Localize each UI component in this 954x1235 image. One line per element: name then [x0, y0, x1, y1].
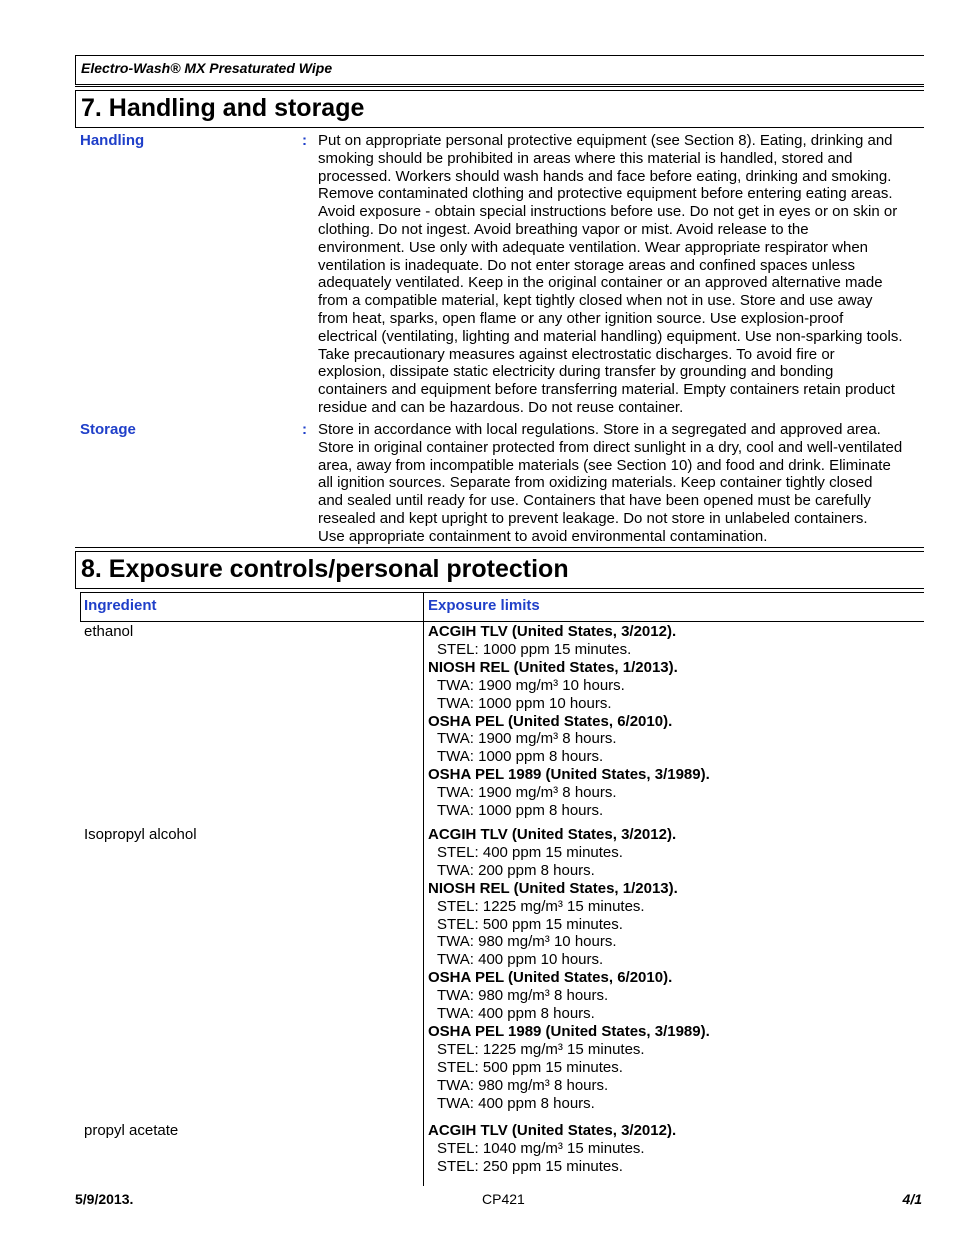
table-row-ingredient: ethanol	[84, 623, 134, 640]
product-name-header: Electro-Wash® MX Presaturated Wipe	[75, 55, 924, 85]
storage-text: Store in accordance with local regulations. Store in a segregated and approved area. Store in original container protected from direct sunlight in a dry, cool and well-ventilated area, away from incompatible materials (see Section 10) and food and drink. Eliminate all ignition sources. Separate from oxidizing materials. Keep container tightly closed and sealed until ready for use. Containers that have been opened must be carefully resealed and kept upright to prevent leakage. Do not store in unlabeled containers. Use appropriate containment to avoid environmental contamination.	[318, 421, 903, 545]
limit-value: TWA: 1000 ppm 8 hours.	[437, 748, 604, 766]
limit-source: ACGIH TLV (United States, 3/2012).	[428, 623, 677, 640]
limit-source: ACGIH TLV (United States, 3/2012).	[428, 826, 677, 843]
section-7-title: 7. Handling and storage	[75, 90, 924, 128]
limit-source: NIOSH REL (United States, 1/2013).	[428, 879, 678, 897]
limit-value: STEL: 400 ppm 15 minutes.	[437, 843, 623, 861]
table-row-limits	[428, 826, 928, 1113]
limit-value: TWA: 1900 mg/m³ 8 hours.	[437, 730, 617, 748]
limit-value: TWA: 1000 ppm 8 hours.	[437, 802, 604, 820]
limit-value: TWA: 980 mg/m³ 8 hours.	[437, 1076, 609, 1094]
limit-value: TWA: 1900 mg/m³ 8 hours.	[437, 784, 617, 802]
table-column-divider	[423, 592, 424, 1186]
handling-text: Put on appropriate personal protective equipment (see Section 8). Eating, drinking and smoking should be prohibited in areas where this material is handled, stored and processed. Workers should wash hands and face before eating, drinking and smoking. Remove contaminated clothing and protective equipment before entering eating areas. Avoid exposure - obtain special instructions before use. Do not get in eyes or on skin or clothing. Do not ingest. Avoid breathing vapor or mist. Avoid release to the environment. Use only with adequate ventilation. Wear appropriate respirator when ventilation is inadequate. Do not enter storage areas and confined spaces unless adequately ventilated. Keep in the original container or an approved alternative made from a compatible material, kept tightly closed when not in use. Store and use away from heat, sparks, open flame or any other ignition source. Use explosion-proof electrical (ventilating, lighting and material handling) equipment. Use non-sparking tools. Take precautionary measures against electrostatic discharges. To avoid fire or explosion, dissipate static electricity during transfer by grounding and bonding containers and equipment before transferring material. Empty containers retain product residue and can be hazardous. Do not reuse container.	[318, 132, 903, 416]
limit-source: ACGIH TLV (United States, 3/2012).	[428, 1122, 677, 1139]
limit-source: OSHA PEL 1989 (United States, 3/1989).	[428, 1022, 710, 1040]
handling-colon: :	[302, 132, 307, 149]
table-row-limits	[428, 1122, 928, 1176]
limit-value: TWA: 400 ppm 10 hours.	[437, 951, 604, 969]
limit-source: NIOSH REL (United States, 1/2013).	[428, 658, 678, 676]
limit-source: OSHA PEL (United States, 6/2010).	[428, 712, 673, 730]
table-left-border	[80, 592, 81, 622]
limit-value: TWA: 400 ppm 8 hours.	[437, 1094, 595, 1112]
limit-value: STEL: 1225 mg/m³ 15 minutes.	[437, 897, 645, 915]
column-header-ingredient: Ingredient	[84, 597, 157, 614]
limit-value: TWA: 400 ppm 8 hours.	[437, 1005, 595, 1023]
column-header-exposure-limits: Exposure limits	[428, 597, 540, 614]
limit-value: STEL: 1000 ppm 15 minutes.	[437, 640, 632, 658]
section-8-title: 8. Exposure controls/personal protection	[75, 551, 924, 589]
limit-value: STEL: 1225 mg/m³ 15 minutes.	[437, 1040, 645, 1058]
limit-value: TWA: 1900 mg/m³ 10 hours.	[437, 676, 625, 694]
table-header-border	[80, 621, 924, 622]
limit-source: OSHA PEL 1989 (United States, 3/1989).	[428, 766, 710, 784]
limit-value: TWA: 980 mg/m³ 8 hours.	[437, 987, 609, 1005]
footer-document-code: CP421	[482, 1191, 525, 1207]
limit-value: TWA: 200 ppm 8 hours.	[437, 861, 595, 879]
handling-label: Handling	[80, 132, 145, 149]
limit-value: STEL: 500 ppm 15 minutes.	[437, 1058, 623, 1076]
table-row-ingredient: propyl acetate	[84, 1122, 179, 1139]
limit-value: STEL: 250 ppm 15 minutes.	[437, 1157, 623, 1175]
footer-date: 5/9/2013.	[75, 1191, 134, 1207]
storage-colon: :	[302, 421, 307, 438]
limit-value: TWA: 980 mg/m³ 10 hours.	[437, 933, 617, 951]
limit-value: STEL: 1040 mg/m³ 15 minutes.	[437, 1139, 645, 1157]
limit-source: OSHA PEL (United States, 6/2010).	[428, 969, 673, 987]
table-top-border	[80, 592, 924, 593]
limit-value: TWA: 1000 ppm 10 hours.	[437, 694, 612, 712]
footer-page-number: 4/1	[902, 1191, 922, 1207]
storage-label: Storage	[80, 421, 136, 438]
limit-value: STEL: 500 ppm 15 minutes.	[437, 915, 623, 933]
table-row-ingredient: Isopropyl alcohol	[84, 826, 197, 843]
table-row-limits	[428, 623, 928, 820]
